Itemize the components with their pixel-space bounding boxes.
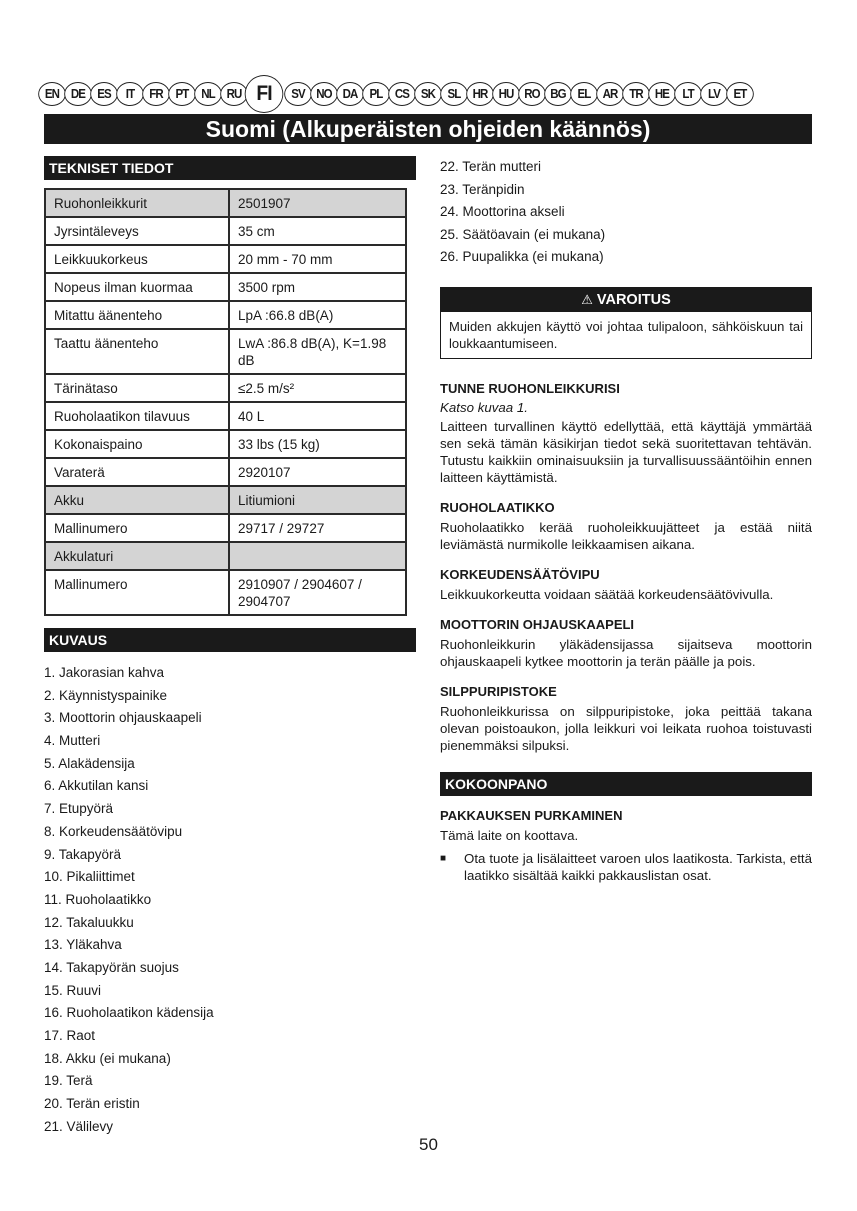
spec-value: 20 mm - 70 mm [229, 245, 406, 273]
language-tab-lt: LT [674, 82, 702, 106]
know-heading: TUNNE RUOHONLEIKKURISI [440, 380, 620, 396]
spec-label: Nopeus ilman kuormaa [45, 273, 229, 301]
spec-row [45, 329, 406, 374]
list-item: 19. Terä [44, 1073, 93, 1089]
language-tab-nl: NL [194, 82, 222, 106]
spec-label: Leikkuukorkeus [45, 245, 229, 273]
list-item: 6. Akkutilan kansi [44, 778, 149, 794]
language-tab-da: DA [336, 82, 364, 106]
list-item: 26. Puupalikka (ei mukana) [440, 249, 604, 264]
language-tab-ar: AR [596, 82, 624, 106]
spec-value: 2920107 [229, 458, 406, 486]
spec-row [45, 374, 406, 402]
list-item: 5. Alakädensija [44, 755, 135, 771]
list-item: 25. Säätöavain (ei mukana) [440, 226, 606, 242]
language-tab-no: NO [310, 82, 338, 106]
spec-label: Akku [45, 486, 229, 514]
spec-value: LpA :66.8 dB(A) [229, 301, 406, 329]
grass-box-text: Ruoholaatikko kerää ruoholeikkuujätteet ja estää niitä leviämästä nurmikolle leikkaamisen aikana. [440, 519, 812, 552]
spec-value: 3500 rpm [229, 273, 406, 301]
spec-row [45, 486, 406, 514]
language-tab-el: EL [570, 82, 598, 106]
language-tab-sk: SK [414, 82, 442, 106]
square-bullet-icon: ■ [440, 852, 447, 864]
language-tab-sl: SL [440, 82, 468, 106]
know-text: Laitteen turvallinen käyttö edellyttää, että käyttäjä ymmärtää sen sekä tämän käsikirjan tiedot sekä suoritettavan tehtävän. Tutustu kaikkiin ominaisuuksiin ja turvallisuussääntöihin ennen laitteen käyttämistä. [440, 418, 812, 485]
spec-table [44, 188, 407, 616]
motor-cable-text: Ruohonleikkurin yläkädensijassa sijaitseva moottorin ohjauskaapeli kytkee moottorin ja terän päälle ja pois. [440, 636, 812, 669]
spec-value: Litiumioni [229, 486, 406, 514]
left-column [44, 156, 416, 1138]
language-tab-tr: TR [622, 82, 650, 106]
spec-row [45, 514, 406, 542]
unpacking-bullet-text: Ota tuote ja lisälaitteet varoen ulos laatikosta. Tarkista, että laatikko sisältää kaikki pakkauslistan osat. [464, 850, 812, 883]
list-item: 23. Teränpidin [440, 181, 525, 197]
language-tab-pl: PL [362, 82, 390, 106]
language-tab-he: HE [648, 82, 676, 106]
spec-row [45, 402, 406, 430]
spec-value: 2501907 [229, 189, 406, 217]
spec-value: 40 L [229, 402, 406, 430]
language-tab-ru: RU [220, 82, 248, 106]
language-tab-pt: PT [168, 82, 196, 106]
spec-row [45, 189, 406, 217]
spec-label: Mallinumero [45, 514, 229, 542]
spec-label: Ruohonleikkurit [45, 189, 229, 217]
list-item: 15. Ruuvi [44, 982, 102, 998]
spec-value: LwA :86.8 dB(A), K=1.98 dB [229, 329, 406, 374]
warning-header [441, 288, 811, 312]
spec-row [45, 301, 406, 329]
spec-label: Mitattu äänenteho [45, 301, 229, 329]
height-lever-heading: KORKEUDENSÄÄTÖVIPU [440, 566, 600, 582]
description-section-heading: KUVAUS [44, 628, 416, 652]
spec-label: Varaterä [45, 458, 229, 486]
list-item: 17. Raot [44, 1028, 96, 1043]
unpacking-text: Tämä laite on koottava. [440, 827, 579, 843]
spec-label: Taattu äänenteho [45, 329, 229, 374]
list-item: 18. Akku (ei mukana) [44, 1050, 171, 1066]
spec-label: Ruoholaatikon tilavuus [45, 402, 229, 430]
language-tab-fr: FR [142, 82, 170, 106]
grass-box-heading: RUOHOLAATIKKO [440, 499, 555, 515]
list-item: 4. Mutteri [44, 733, 101, 749]
warning-text: Muiden akkujen käyttö voi johtaa tulipaloon, sähköiskuun tai loukkaantumiseen. [449, 318, 803, 351]
list-item: 8. Korkeudensäätövipu [44, 823, 183, 839]
motor-cable-heading: MOOTTORIN OHJAUSKAAPELI [440, 616, 635, 632]
list-item: 3. Moottorin ohjauskaapeli [44, 710, 202, 726]
language-tab-hu: HU [492, 82, 520, 106]
language-tab-en: EN [38, 82, 66, 106]
warning-box [440, 287, 812, 359]
language-tab-sv: SV [284, 82, 312, 106]
spec-label: Mallinumero [45, 570, 229, 615]
spec-label: Jyrsintäleveys [45, 217, 229, 245]
spec-value: 29717 / 29727 [229, 514, 406, 542]
spec-row [45, 458, 406, 486]
language-tab-ro: RO [518, 82, 546, 106]
page-number: 50 [419, 1135, 438, 1154]
spec-label: Kokonaispaino [45, 430, 229, 458]
spec-row [45, 430, 406, 458]
unpacking-bullet [440, 850, 812, 884]
language-tab-bg: BG [544, 82, 572, 106]
list-item: 24. Moottorina akseli [440, 204, 565, 219]
warning-heading: VAROITUS [596, 291, 671, 308]
list-item: 12. Takaluukku [44, 914, 134, 930]
list-item: 9. Takapyörä [44, 846, 122, 862]
language-tab-hr: HR [466, 82, 494, 106]
mulch-plug-heading: SILPPURIPISTOKE [440, 683, 557, 699]
parts-list [44, 662, 416, 1138]
language-tab-es: ES [90, 82, 118, 106]
spec-value: 33 lbs (15 kg) [229, 430, 406, 458]
list-item: 16. Ruoholaatikon kädensija [44, 1005, 214, 1021]
spec-label: Tärinätaso [45, 374, 229, 402]
language-bar [37, 80, 815, 108]
spec-value: 2910907 / 2904607 / 2904707 [229, 570, 406, 615]
parts-list-continued [440, 156, 812, 269]
spec-row [45, 570, 406, 615]
list-item: 2. Käynnistyspainike [44, 687, 168, 703]
list-item: 13. Yläkahva [44, 937, 122, 953]
list-item: 22. Terän mutteri [440, 159, 542, 174]
list-item: 7. Etupyörä [44, 801, 114, 817]
list-item: 1. Jakorasian kahva [44, 665, 165, 680]
list-item: 11. Ruoholaatikko [44, 891, 152, 907]
spec-label: Akkulaturi [45, 542, 229, 570]
spec-row [45, 217, 406, 245]
list-item: 10. Pikaliittimet [44, 869, 135, 885]
know-figure-ref: Katso kuvaa 1. [440, 399, 528, 415]
unpacking-heading: PAKKAUKSEN PURKAMINEN [440, 807, 623, 823]
language-tab-it: IT [116, 82, 144, 106]
mulch-plug-text: Ruohonleikkurissa on silppuripistoke, joka peittää takana olevan poistoaukon, jolla leikkuri voi leikata ruohoa toistuvasti pienemmäksi silpuksi. [440, 703, 812, 753]
language-tab-fi: FI [245, 75, 284, 113]
spec-value: 35 cm [229, 217, 406, 245]
language-tab-de: DE [64, 82, 92, 106]
height-lever-text: Leikkuukorkeutta voidaan säätää korkeudensäätövivulla. [440, 586, 774, 602]
assembly-section-heading: KOKOONPANO [440, 772, 812, 796]
spec-row [45, 542, 406, 570]
spec-value: ≤2.5 m/s² [229, 374, 406, 402]
tech-section-heading: TEKNISET TIEDOT [44, 156, 416, 180]
language-tab-cs: CS [388, 82, 416, 106]
list-item: 20. Terän eristin [44, 1096, 140, 1112]
language-tab-et: ET [726, 82, 754, 106]
right-column [440, 156, 812, 884]
language-tab-lv: LV [700, 82, 728, 106]
warning-triangle-icon: ⚠ [581, 291, 593, 307]
list-item: 14. Takapyörän suojus [44, 959, 179, 975]
spec-row [45, 245, 406, 273]
spec-row [45, 273, 406, 301]
spec-value [229, 542, 406, 570]
list-item: 21. Välilevy [44, 1118, 114, 1134]
page-title: Suomi (Alkuperäisten ohjeiden käännös) [44, 114, 812, 144]
